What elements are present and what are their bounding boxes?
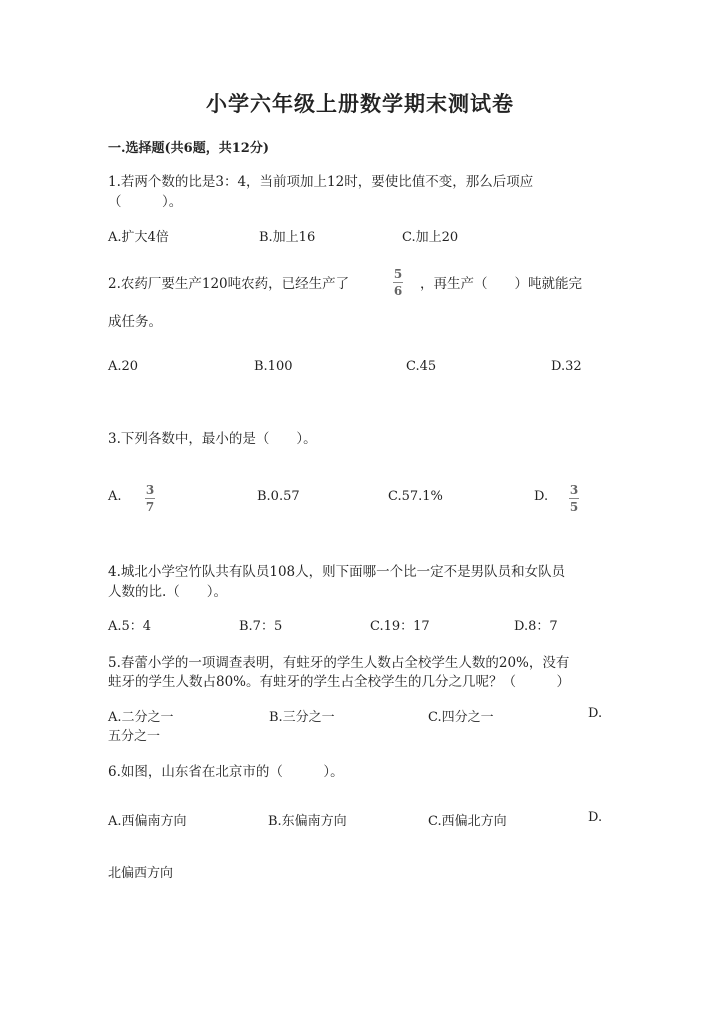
question-6-option-b: B.东偏南方向 [268, 814, 347, 829]
fraction-denominator: 7 [145, 500, 155, 514]
question-2-line-1b: ，再生产（ ）吨就能完 [420, 276, 582, 292]
question-2-line-1a: 2.农药厂要生产120吨农药，已经生产了 [108, 276, 350, 292]
fraction-bar [569, 498, 579, 499]
question-6-option-a: A.西偏南方向 [108, 814, 187, 829]
question-3-option-c: C.57.1% [388, 489, 443, 504]
question-6-line-1: 6.如图，山东省在北京市的（ ）。 [108, 764, 344, 780]
question-5-option-a: A.二分之一 [108, 710, 174, 725]
question-2-line-2: 成任务。 [108, 314, 162, 330]
question-5-option-b: B.三分之一 [269, 710, 335, 725]
question-3-line-1: 3.下列各数中，最小的是（ ）。 [108, 431, 317, 447]
question-1-option-c: C.加上20 [402, 230, 459, 245]
question-4-option-b: B.7：5 [239, 619, 283, 634]
question-1-line-1: 1.若两个数的比是3：4，当前项加上12时，要使比值不变，那么后项应 [108, 174, 534, 190]
fraction-denominator: 6 [393, 284, 403, 298]
question-3-option-a: A. [108, 489, 122, 504]
section-heading: 一.选择题(共6题，共12分) [108, 141, 269, 156]
question-4-option-a: A.5：4 [108, 619, 152, 634]
question-4-option-d: D.8：7 [514, 619, 558, 634]
question-2-option-c: C.45 [406, 359, 437, 374]
fraction-numerator: 3 [569, 483, 579, 497]
question-5-option-d-continued: 五分之一 [108, 729, 161, 744]
fraction-bar [145, 498, 155, 499]
question-3-option-d: D. [534, 489, 549, 504]
question-4-line-1: 4.城北小学空竹队共有队员108人，则下面哪一个比一定不是男队员和女队员 [108, 564, 566, 580]
question-3-option-a-fraction [145, 483, 155, 514]
question-2-option-d: D.32 [551, 359, 582, 374]
fraction-bar [393, 282, 403, 283]
question-1-option-b: B.加上16 [259, 230, 316, 245]
question-5-option-c: C.四分之一 [428, 710, 494, 725]
question-4-line-2: 人数的比.（ ）。 [108, 584, 228, 600]
question-6-option-c: C.西偏北方向 [428, 814, 507, 829]
fraction-numerator: 5 [393, 267, 403, 281]
question-6-option-d-continued: 北偏西方向 [108, 866, 174, 881]
question-6-option-d: D. [588, 810, 603, 825]
question-3-option-d-fraction [569, 483, 579, 514]
question-2-option-b: B.100 [254, 359, 293, 374]
fraction-denominator: 5 [569, 500, 579, 514]
question-1-option-a: A.扩大4倍 [108, 230, 169, 245]
question-2-option-a: A.20 [108, 359, 139, 374]
question-5-line-2: 蛀牙的学生人数占80%。有蛀牙的学生占全校学生的几分之几呢？（ ） [108, 674, 571, 690]
question-2-fraction [393, 267, 403, 298]
question-3-option-b: B.0.57 [257, 489, 300, 504]
question-4-option-c: C.19：17 [370, 619, 430, 634]
question-5-option-d: D. [588, 706, 603, 721]
page-title: 小学六年级上册数学期末测试卷 [206, 91, 514, 116]
question-5-line-1: 5.春蕾小学的一项调查表明，有蛀牙的学生人数占全校学生人数的20%，没有 [108, 655, 570, 671]
fraction-numerator: 3 [145, 483, 155, 497]
question-1-line-2: （ ）。 [108, 194, 183, 210]
